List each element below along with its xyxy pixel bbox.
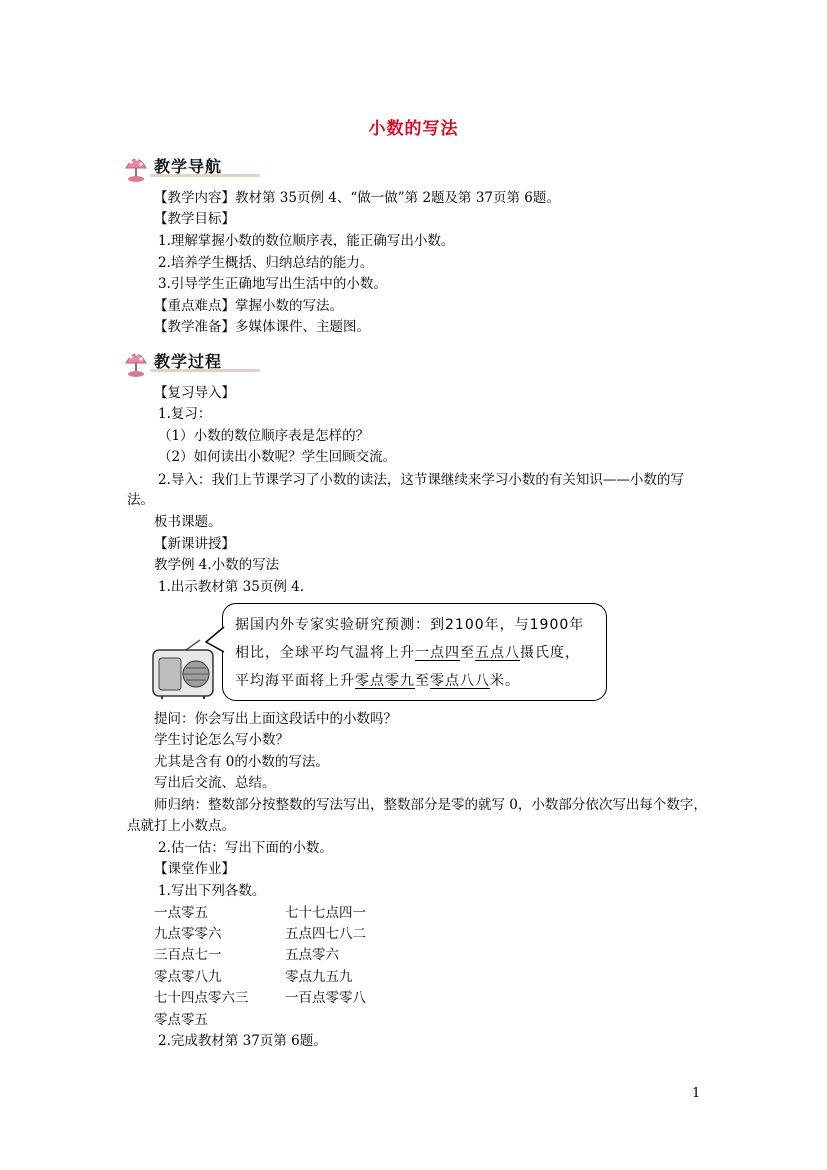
lamp-icon	[120, 148, 152, 184]
bubble-tail	[205, 626, 225, 654]
bubble-line-3	[235, 670, 520, 690]
goal-item: 3.引导学生正确地写出生活中的小数。	[158, 276, 387, 292]
number-word: 一百点零零八	[285, 990, 366, 1006]
bubble-line-1: 据国内外专家实验研究预测：到2100年，与1900年	[235, 617, 585, 633]
homework-heading: 【课堂作业】	[154, 861, 235, 877]
number-word: 零点零八九	[154, 969, 222, 985]
bubble-line-2	[235, 642, 580, 662]
number-word: 零点零五	[154, 1012, 208, 1028]
bubble-text: 至	[415, 673, 430, 689]
number-word: 七十四点零六三	[154, 990, 249, 1006]
goal-item: 1.理解掌握小数的数位顺序表，能正确写出小数。	[158, 233, 455, 249]
review-heading: 【复习导入】	[154, 385, 235, 401]
homework-task: 1.写出下列各数。	[158, 883, 266, 899]
key-points: 【重点难点】掌握小数的写法。	[154, 298, 343, 314]
speech-bubble	[222, 603, 607, 701]
bubble-text: 米。	[490, 673, 520, 689]
estimate-step: 2.估一估：写出下面的小数。	[158, 840, 333, 856]
section-badge-guide	[120, 148, 260, 184]
number-word: 零点九五九	[285, 969, 353, 985]
homework-task: 2.完成教材第 37页第 6题。	[158, 1033, 327, 1049]
underlined-number: 零点零九	[355, 673, 415, 689]
number-word: 九点零零六	[154, 926, 222, 942]
review-step: 1.复习：	[158, 406, 212, 422]
summary: 写出后交流、总结。	[154, 775, 276, 791]
board-note: 板书课题。	[154, 514, 222, 530]
goal-heading: 【教学目标】	[154, 211, 235, 227]
teaching-example: 教学例 4.小数的写法	[154, 557, 280, 573]
number-word: 七十七点四一	[285, 905, 366, 921]
review-question: （1）小数的数位顺序表是怎样的？	[158, 428, 370, 444]
bubble-text: 相比，全球平均气温将上升	[235, 645, 415, 661]
number-word: 五点四七八二	[285, 926, 366, 942]
bubble-text: 至	[460, 645, 475, 661]
bubble-text: 摄氏度，	[520, 645, 580, 661]
show-example: 1.出示教材第 35页例 4.	[158, 579, 305, 595]
number-word: 一点零五	[154, 905, 208, 921]
teaching-content: 【教学内容】教材第 35页例 4、“做一做”第 2题及第 37页第 6题。	[154, 190, 560, 206]
conclusion-paragraph: 师归纳：整数部分按整数的写法写出，整数部分是零的就写 0，小数部分依次写出每个数字，点就打上小数点。	[127, 797, 707, 834]
underlined-number: 零点八八	[430, 673, 490, 689]
goal-item: 2.培养学生概括、归纳总结的能力。	[158, 255, 374, 271]
question: 提问：你会写出上面这段话中的小数吗？	[154, 711, 397, 727]
number-word: 五点零六	[285, 947, 339, 963]
number-word: 三百点七一	[154, 947, 222, 963]
page-number: 1	[692, 1086, 701, 1101]
section-badge-process	[120, 343, 260, 379]
underlined-number: 一点四	[415, 645, 460, 661]
preparation: 【教学准备】多媒体课件、主题图。	[154, 319, 370, 335]
new-lesson-heading: 【新课讲授】	[154, 536, 235, 552]
underlined-number: 五点八	[475, 645, 520, 661]
review-question: （2）如何读出小数呢？学生回顾交流。	[158, 449, 397, 465]
badge-label: 教学导航	[154, 157, 223, 176]
introduction-paragraph: 2.导入：我们上节课学习了小数的读法，这节课继续来学习小数的有关知识——小数的写法。	[127, 472, 684, 508]
discussion: 学生讨论怎么写小数？	[154, 732, 289, 748]
bubble-text: 平均海平面将上升	[235, 673, 355, 689]
lamp-icon	[120, 343, 152, 379]
zero-note: 尤其是含有 0的小数的写法。	[154, 754, 329, 770]
page-title: 小数的写法	[368, 119, 459, 139]
badge-label: 教学过程	[154, 352, 223, 371]
